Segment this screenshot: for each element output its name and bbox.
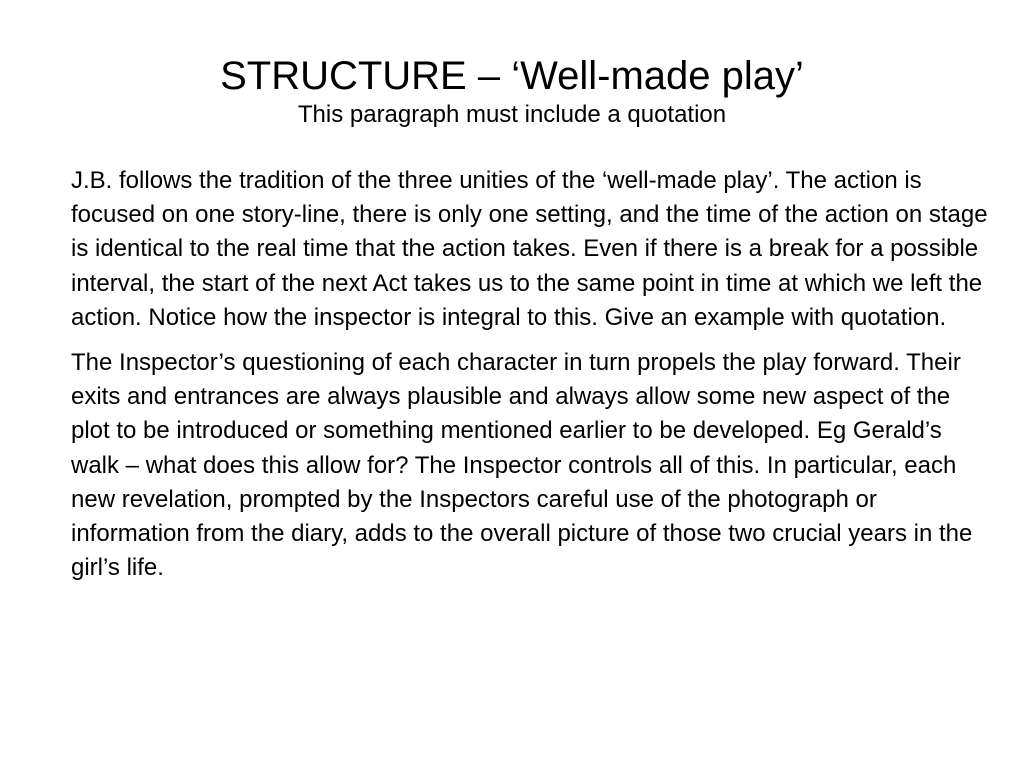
slide-subtitle: This paragraph must include a quotation <box>297 101 727 128</box>
title-block <box>0 52 1024 130</box>
slide-title: STRUCTURE – ‘Well-made play’ <box>220 54 804 98</box>
paragraph-unities: J.B. follows the tradition of the three unities of the ‘well-made play’. The action is focused on one story-line, there is only one setting, and the time of the action on stage is identical to the real time that the action takes. Even if there is a break for a possible interval, the start of the next Act takes us to the same point in time at which we left the action. Notice how the inspector is integral to this. Give an example with quotation. <box>71 167 988 331</box>
paragraph-inspector: The Inspector’s questioning of each character in turn propels the play forward. Their exits and entrances are always plausible and always allow some new aspect of the plot to be introduced or something mentioned earlier to be developed. Eg Gerald’s walk – what does this allow for? The Inspector controls all of this. In particular, each new revelation, prompted by the Inspectors careful use of the photograph or information from the diary, adds to the overall picture of those two crucial years in the girl’s life. <box>71 349 973 582</box>
body-text <box>71 164 991 596</box>
